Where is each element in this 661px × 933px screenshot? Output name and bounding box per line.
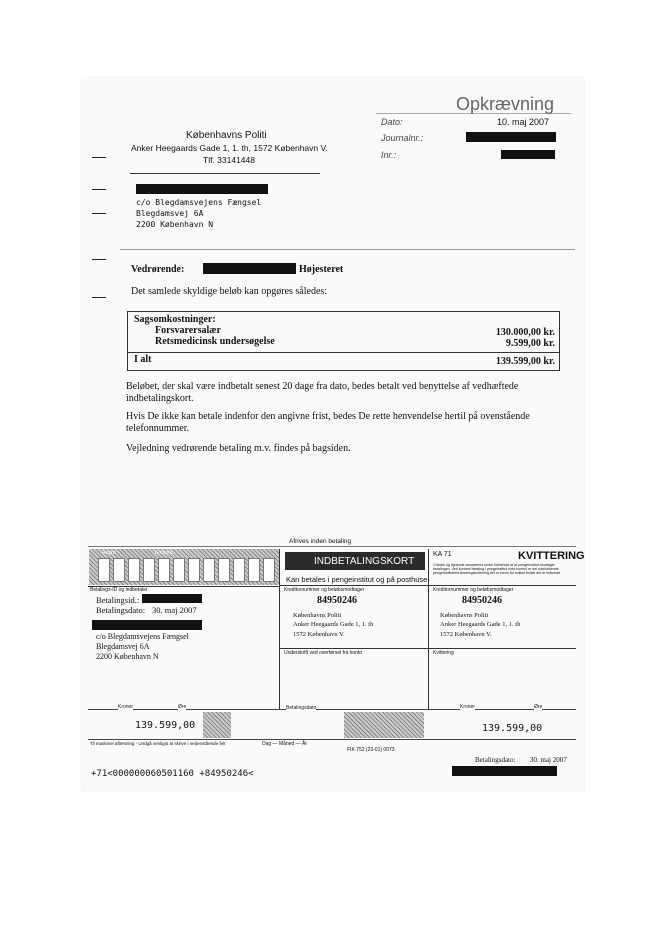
sender-phone: Tlf. 33141448 xyxy=(203,155,255,165)
account-cell xyxy=(128,558,140,582)
cost-item-amount: 130.000,00 kr. xyxy=(495,327,555,338)
margin-tick xyxy=(92,157,106,158)
journal-label: Journalnr.: xyxy=(381,133,424,143)
sender-name: Københavns Politi xyxy=(186,130,267,141)
slip-divider xyxy=(279,549,280,709)
paragraph-2-cont: telefonnummer. xyxy=(126,423,190,434)
regnr-label: Regnr. xyxy=(102,550,117,556)
recipient-line3: 2200 København N xyxy=(136,220,214,229)
creditor-name: Københavns Politi xyxy=(293,612,342,619)
account-cell xyxy=(158,558,170,582)
account-cell xyxy=(113,558,125,582)
cost-item-amount: 9.599,00 kr. xyxy=(505,338,555,349)
cost-item-label: Retsmedicinsk undersøgelse xyxy=(155,336,275,347)
receipt-code: KA 71 xyxy=(433,551,452,558)
recipient-line2: Blegdamsvej 6A xyxy=(136,209,204,218)
regarding-intro: Det samlede skyldige beløb kan opgøres således: xyxy=(131,286,328,297)
receipt-creditor-number: 84950246 xyxy=(462,595,502,606)
betalingsdato-value: 30. maj 2007 xyxy=(152,605,197,615)
amount-row-rule xyxy=(88,739,576,740)
perforation xyxy=(88,546,576,547)
signature-label: Underskrift ved overførsel fra konto xyxy=(284,650,363,656)
account-cell xyxy=(248,558,260,582)
kvittering-label: Kvittering xyxy=(433,650,454,656)
receipt-kroner-label: Kroner xyxy=(460,704,476,710)
machine-note: Til maskinel aflæsning - Undgå venligst at skrive i nedenstående felt xyxy=(90,741,226,746)
cost-item-label: Forsvarersalær xyxy=(155,325,221,336)
ocr-line: +71<000000060501160 +84950246< xyxy=(91,769,254,779)
redaction xyxy=(142,594,202,603)
inr-label: Inr.: xyxy=(381,150,397,160)
margin-tick xyxy=(92,259,106,260)
day-month-year-label: Dag — Måned — År xyxy=(262,741,308,747)
betalingsdato-label-mid: Betalingsdato xyxy=(286,705,317,711)
date-shading xyxy=(344,712,424,738)
paragraph-2: Hvis De ikke kan betale indenfor den angivne frist, bedes De rette henvendelse hertil på ovenstående xyxy=(126,411,530,422)
betalingsdato-label: Betalingsdato: xyxy=(96,605,146,615)
account-cell xyxy=(233,558,245,582)
paragraph-3: Vejledning vedrørende betaling m.v. findes på bagsiden. xyxy=(126,443,351,454)
redaction xyxy=(136,184,268,194)
receipt-betalingsdato-value: 30. maj 2007 xyxy=(530,756,567,764)
slip-rule xyxy=(429,648,576,649)
redaction xyxy=(203,263,296,274)
regarding-label: Vedrørende: xyxy=(131,264,185,275)
redaction xyxy=(501,150,555,159)
receipt-creditor-label: Kreditornummer og beløbsmodtager xyxy=(433,587,514,593)
sender-rule xyxy=(130,173,320,174)
receipt-betalingsdato-label: Betalingsdato: xyxy=(475,756,516,764)
slip-rule xyxy=(280,648,428,649)
kroner-label: Kroner xyxy=(118,704,134,710)
creditor-address-2: 1572 København V. xyxy=(293,631,345,638)
slip-address-line2: Blegdamsvej 6A xyxy=(96,642,150,651)
account-cell xyxy=(188,558,200,582)
margin-tick xyxy=(92,213,106,214)
receipt-amount: 139.599,00 xyxy=(482,723,543,734)
receipt-title: KVITTERING xyxy=(518,550,585,562)
paragraph-1: Beløbet, der skal være indbetalt senest 20 dage fra dato, bedes betalt ved benyttelse af vedhæftede xyxy=(126,381,519,392)
regarding-suffix: , Højesteret xyxy=(294,264,344,275)
total-amount: 139.599,00 kr. xyxy=(495,356,555,367)
creditor-number: 84950246 xyxy=(317,595,357,606)
document-title: Opkrævning xyxy=(456,94,555,114)
account-cell xyxy=(143,558,155,582)
sender-address: Anker Heegaards Gade 1, 1. th, 1572 København V. xyxy=(131,143,328,153)
margin-tick xyxy=(92,297,106,298)
account-cell xyxy=(263,558,275,582)
form-code: FIK 752 (23-01) 0073 xyxy=(347,747,395,753)
account-cell xyxy=(173,558,185,582)
recipient-line1: c/o Blegdamsvejens Fængsel xyxy=(136,198,262,207)
tear-label: Afrives inden betaling xyxy=(289,538,352,545)
amount-value: 139.599,00 xyxy=(135,720,196,731)
account-cell xyxy=(203,558,215,582)
slip-rule xyxy=(280,585,428,586)
indbetalingskort-title: INDBETALINGSKORT xyxy=(314,556,415,567)
paragraph-1-cont: indbetalingskort. xyxy=(126,393,194,404)
account-cell xyxy=(218,558,230,582)
receipt-address-1: Anker Heegaards Gade 1, 1. th xyxy=(440,621,521,628)
amount-row-rule xyxy=(88,709,576,710)
amount-shading xyxy=(203,712,231,738)
receipt-ore-label: Øre xyxy=(534,704,543,710)
slip-rule xyxy=(429,585,576,586)
slip-divider xyxy=(428,549,429,709)
receipt-address-2: 1572 København V. xyxy=(440,631,492,638)
total-label: I alt xyxy=(134,354,152,365)
slip-rule xyxy=(88,586,280,587)
creditor-label: Kreditornummer og beløbsmodtager xyxy=(284,587,365,593)
indbetalingskort-subtitle: Kan betales i pengeinstitut og på posthuse xyxy=(286,575,428,584)
creditor-address-1: Anker Heegaards Gade 1, 1. th xyxy=(293,621,374,628)
section-rule xyxy=(120,249,575,250)
costs-heading: Sagsomkostninger: xyxy=(134,314,216,325)
account-cell xyxy=(98,558,110,582)
date-label: Dato: xyxy=(381,117,403,127)
redaction xyxy=(452,766,557,776)
slip-address-line3: 2200 København N xyxy=(96,652,159,661)
costs-divider xyxy=(127,352,559,353)
receipt-note: Checks og lignende accepteres under forbehold af at pengeinstitut modtager betalingen. Ved kontant betaling i pengeinstitut med kontrol er det udelukkende pengeinstituttets betalingskvittering der er bevis for hvilket beløb der er indbetalt. xyxy=(433,563,562,576)
payment-id-label: Betalings-ID og indbetaler xyxy=(90,587,148,593)
konto-label: Kontonr. xyxy=(155,550,174,556)
margin-tick xyxy=(92,189,106,190)
receipt-name: Københavns Politi xyxy=(440,612,489,619)
ore-label: Øre xyxy=(178,704,187,710)
date-value: 10. maj 2007 xyxy=(497,117,550,127)
redaction xyxy=(466,132,556,142)
betalingsid-label: Betalingsid.: xyxy=(96,595,140,605)
redaction xyxy=(92,620,202,630)
slip-address-line1: c/o Blegdamsvejens Fængsel xyxy=(96,632,189,641)
